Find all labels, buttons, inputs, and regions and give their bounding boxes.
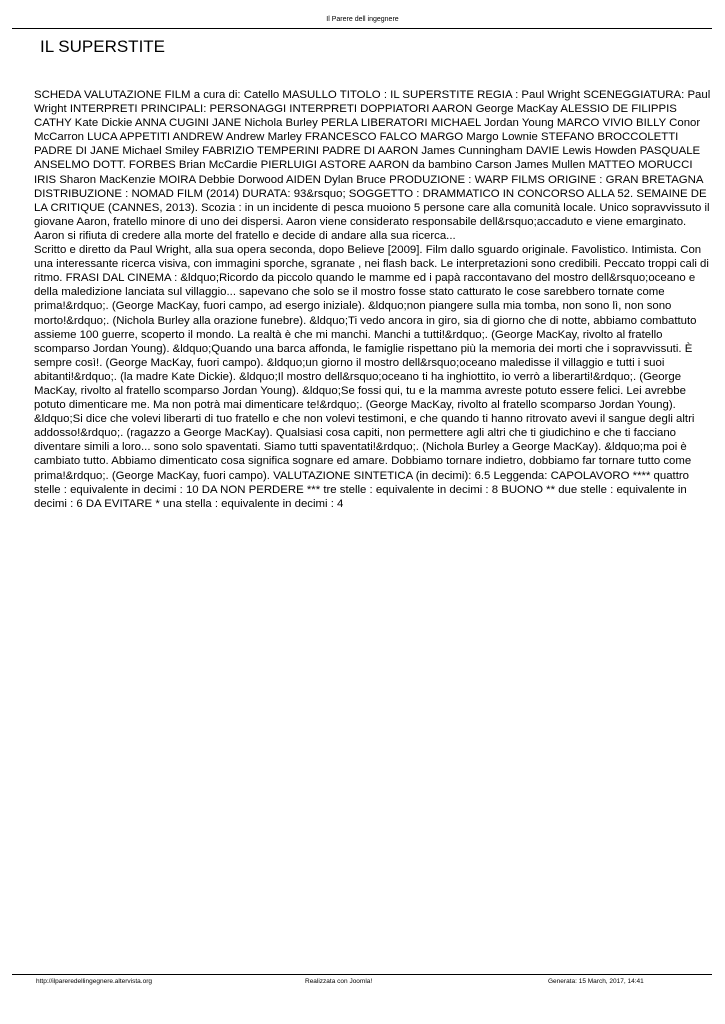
page-header: Il Parere dell ingegnere — [326, 16, 399, 23]
article-paragraph-scheda: SCHEDA VALUTAZIONE FILM a cura di: Catello MASULLO TITOLO : IL SUPERSTITE REGIA : Paul Wright SCENEGGIATURA: Paul Wright INTERPRETI PRINCIPALI: PERSONAGGI INTERPRETI DOPPIATORI AARON George MacKay ALESSIO DE FILIPPIS CATHY Kate Dickie ANNA CUGINI JANE Nichola Burley PERLA LIBERATORI MICHAEL Jordan Young MARCO VIVIO BILLY Conor McCarron LUCA APPETITI ANDREW Andrew Marley FRANCESCO FALCO MARGO Margo Lownie STEFANO BROCCOLETTI PADRE DI JANE Michael Smiley FABRIZIO TEMPERINI PADRE DI AARON James Cunningham DAVIE Lewis Howden PASQUALE ANSELMO DOTT. FORBES Brian McCardie PIERLUIGI ASTORE AARON da bambino Carson James Mullen MATTEO MORUCCI IRIS Sharon MacKenzie MOIRA Debbie Dorwood AIDEN Dylan Bruce PRODUZIONE : WARP FILMS ORIGINE : GRAN BRETAGNA DISTRIBUZIONE : NOMAD FILM (2014) DURATA: 93&rsquo; SOGGETTO : DRAMMATICO IN CONCORSO ALLA 52. SEMAINE DE LA CRITIQUE (CANNES, 2013). Scozia : in un incidente di pesca muoiono 5 persone care alla comunità locale. Unico sopravvissuto il giovane Aaron, fratello minore di uno dei dispersi. Aaron viene considerato responsabile dell&rsquo;accaduto e viene emarginato. Aaron si rifiuta di credere alla morte del fratello e decide di andare alla sua ricerca... — [34, 89, 711, 242]
header-divider — [12, 28, 712, 29]
article-body — [34, 88, 714, 598]
footer-divider — [12, 974, 712, 975]
footer-generated: Generata: 15 March, 2017, 14:41 — [548, 978, 644, 985]
article-title: IL SUPERSTITE — [40, 37, 166, 56]
footer-credit: Realizzata con Joomla! — [305, 978, 373, 985]
footer-url: http://ilpareredellingegnere.altervista.org — [36, 978, 152, 985]
article-paragraph-recensione: Scritto e diretto da Paul Wright, alla sua opera seconda, dopo Believe [2009]. Film dallo sguardo originale. Favolistico. Intimista. Con una interessante ricerca visiva, con immagini sporche, sgranate , nei flash back. Le interpretazioni sono credibili. Peccato troppi cali di ritmo. FRASI DAL CINEMA : &ldquo;Ricordo da piccolo quando le mamme ed i papà raccontavano del mostro dell&rsquo;oceano e della maledizione lanciata sul villaggio... sapevano che solo se il mostro fosse stato catturato le cose sarebbero tornate come prima!&rdquo;. (George MacKay, fuori campo, ad esergo iniziale). &ldquo;non piangere sulla mia tomba, non sono lì, non sono morto!&rdquo;. (Nichola Burley alla orazione funebre). &ldquo;Ti vedo ancora in giro, sia di giorno che di notte, abbiamo combattuto assieme 100 guerre, scoperto il mondo. La realtà è che mi manchi. Manchi a tutti!&rdquo;. (George MacKay, rivolto al fratello scomparso Jordan Young). &ldquo;Quando una barca affonda, le famiglie rispettano più la memoria dei morti che i sopravvissuti. È sempre così!. (George MacKay, fuori campo). &ldquo;un giorno il mostro dell&rsquo;oceano maledisse il villaggio e tutti i suoi abitanti!&rdquo;. (la madre Kate Dickie). &ldquo;Il mostro dell&rsquo;oceano ti ha inghiottito, io verrò a liberarti!&rdquo;. (George MacKay, rivolto al fratello scomparso Jordan Young). &ldquo;Se fossi qui, tu e la mamma avreste potuto essere felici. Lei avrebbe potuto dimenticare me. Ma non potrà mai dimenticare te!&rdquo;. (George MacKay, rivolto al fratello scomparso Jordan Young). &ldquo;Si dice che volevi liberarti di tuo fratello e che non volevi testimoni, e che quando ti hanno ritrovato avevi il sangue degli altri addosso!&rdquo;. (ragazzo a George MacKay). Qualsiasi cosa capiti, non permettere agli altri che ti giudichino e che ti facciano diventare simili a loro... sono solo spaventati. Siamo tutti spaventati!&rdquo;. (Nichola Burley a George MacKay). &ldquo;ma poi è cambiato tutto. Abbiamo dimenticato cosa significa sognare ed amare. Dobbiamo tornare indietro, dobbiamo far tornare tutto come prima!&rdquo;. (George MacKay, fuori campo). VALUTAZIONE SINTETICA (in decimi): 6.5 Leggenda: CAPOLAVORO **** quattro stelle : equivalente in decimi : 10 DA NON PERDERE *** tre stelle : equivalente in decimi : 8 BUONO ** due stelle : equivalente in decimi : 6 DA EVITARE * una stella : equivalente in decimi : 4 — [34, 244, 709, 510]
